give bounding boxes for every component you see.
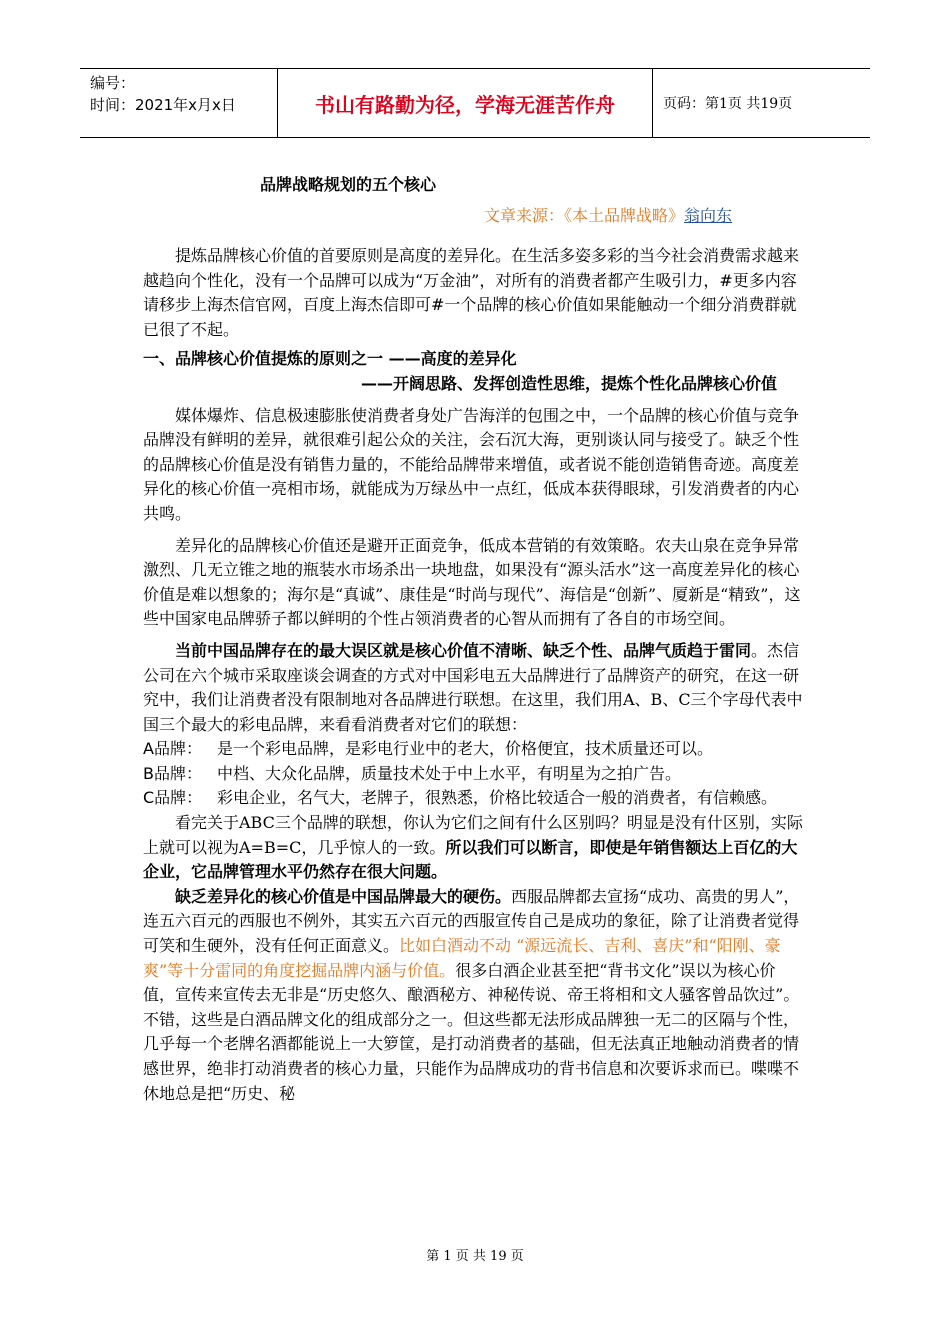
brand-c-label: C品牌： (143, 788, 203, 808)
header-page-info: 页码：第1页 共19页 (663, 96, 793, 112)
brand-a-item (143, 737, 803, 762)
paragraph-3-text: 。杰信公司在六个城市采取座谈会调查的方式对中国彩电五大品牌进行了品牌资产的研究，在这一研究中，我们让消费者没有限制地对各品牌进行联想。在这里，我们用A、B、C三个字母代表中国三个最大的彩电品牌，来看看消费者对它们的联想： (143, 640, 803, 734)
page-header (80, 68, 870, 138)
doc-number-label: 编号： (90, 74, 136, 92)
paragraph-1: 媒体爆炸、信息极速膨胀使消费者身处广告海洋的包围之中，一个品牌的核心价值与竞争品牌没有鲜明的差异，就很难引起公众的关注，会石沉大海，更别谈认同与接受了。缺乏个性的品牌核心价值是没有销售力量的，不能给品牌带来增值，或者说不能创造销售奇迹。高度差异化的核心价值一亮相市场，就能成为万绿丛中一点红，低成本获得眼球，引发消费者的内心共鸣。 (143, 405, 800, 523)
paragraph-2: 差异化的品牌核心价值还是避开正面竞争，低成本营销的有效策略。农夫山泉在竞争异常激烈、几无立锥之地的瓶装水市场杀出一块地盘，如果没有“源头活水”这一高度差异化的核心价值是难以想象的；海尔是“真诚”、康佳是“时尚与现代”、海信是“创新”、厦新是“精致”，这些中国家电品牌骄子都以鲜明的个性占领消费者的心智从而拥有了各自的市场空间。 (143, 535, 801, 629)
paragraph-5-emphasis: 缺乏差异化的核心价值是中国品牌最大的硬伤。 (175, 886, 512, 906)
brand-b-label: B品牌： (143, 763, 202, 783)
paragraph-3 (143, 639, 803, 737)
intro-paragraph: 提炼品牌核心价值的首要原则是高度的差异化。在生活多姿多彩的当今社会消费需求越来越趋向个性化，没有一个品牌可以成为“万金油”，对所有的消费者都产生吸引力，#更多内容请移步上海杰信官网，百度上海杰信即可#一个品牌的核心价值如果能触动一个细分消费群就已很了不起。 (143, 246, 800, 339)
header-motto: 书山有路勤为径，学海无涯苦作舟 (278, 69, 653, 137)
brand-a-text: 是一个彩电品牌，是彩电行业中的老大，价格便宜，技术质量还可以。 (217, 739, 714, 759)
brand-a-label: A品牌： (143, 739, 202, 759)
article-body (143, 244, 803, 1106)
paragraph-5-highlight: 比如白酒动不动 “源远流长、吉利、喜庆”和“阳刚、豪爽”等十分雷同的角度挖掘品牌内涵与价值。 (143, 936, 781, 980)
paragraph-5-text-2: 很多白酒企业甚至把“背书文化”误以为核心价值，宣传来宣传去无非是“历史悠久、酿酒秘方、神秘传说、帝王将相和文人骚客曾品饮过”。不错，这些是白酒品牌文化的组成部分之一。但这些都无法形成品牌独一无二的区隔与个性，几乎每一个老牌名酒都能说上一大箩筐，是打动消费者的基础，但无法真正地触动消费者的情感世界，绝非打动消费者的核心力量，只能作为品牌成功的背书信息和次要诉求而已。喋喋不休地总是把“历史、秘 (143, 960, 800, 1103)
brand-c-text: 彩电企业，名气大，老牌子，很熟悉，价格比较适合一般的消费者，有信赖感。 (217, 788, 778, 808)
brand-c-item (143, 786, 803, 811)
paragraph-3-emphasis: 当前中国品牌存在的最大误区就是核心价值不清晰、缺乏个性、品牌气质趋于雷同 (175, 640, 752, 660)
page-footer: 第 1 页 共 19 页 (426, 1249, 524, 1264)
paragraph-5-text: 西服品牌都去宣扬“成功、高贵的男人”，连五六百元的西服也不例外，其实五六百元的西服宣传自己是成功的象征，除了让消费者觉得可笑和生硬外，没有任何正面意义。 (143, 886, 800, 956)
section-heading: 一、品牌核心价值提炼的原则之一 ——高度的差异化 (143, 349, 517, 369)
paragraph-4-text: 看完关于ABC三个品牌的联想，你认为它们之间有什么区别吗？明显是没有什区别，实际上就可以视为A=B=C，几乎惊人的一致。 (143, 813, 803, 857)
paragraph-4 (143, 811, 803, 885)
header-meta (80, 69, 278, 137)
doc-date-label: 时间：2021年x月x日 (90, 96, 236, 114)
article-source (484, 203, 732, 226)
article-title: 品牌战略规划的五个核心 (260, 175, 437, 194)
brand-b-text: 中档、大众化品牌，质量技术处于中上水平，有明星为之拍广告。 (217, 763, 682, 783)
author-link[interactable]: 翁向东 (684, 206, 733, 225)
section-subheading: ——开阔思路、发挥创造性思维，提炼个性化品牌核心价值 (360, 373, 777, 393)
paragraph-4-emphasis: 所以我们可以断言，即使是年销售额达上百亿的大企业，它品牌管理水平仍然存在很大问题。 (143, 837, 798, 882)
source-prefix: 文章来源：《本土品牌战略》 (484, 206, 685, 225)
brand-b-item (143, 762, 803, 787)
paragraph-5 (143, 885, 803, 1106)
